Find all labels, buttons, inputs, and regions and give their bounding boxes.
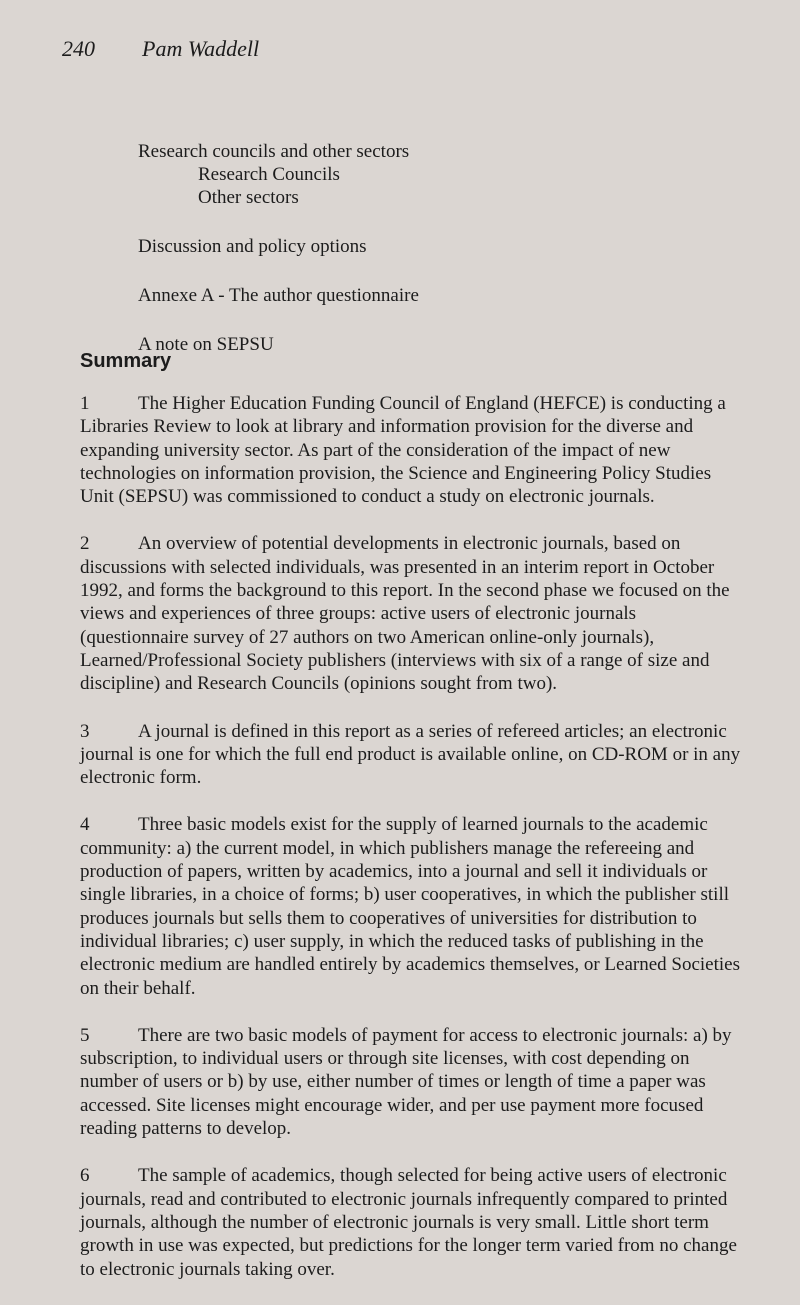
paragraph-text: A journal is defined in this report as a series of refereed articles; an electronic journal is one for which the full end product is available online, on CD-ROM or in any electronic form. xyxy=(80,720,741,789)
contents-subentry: Other sectors xyxy=(198,187,299,208)
paragraph xyxy=(80,1024,742,1140)
contents-entry: Discussion and policy options xyxy=(138,236,367,257)
paragraph-number: 4 xyxy=(80,814,90,836)
paragraph-text: The Higher Education Funding Council of England (HEFCE) is conducting a Libraries Review to look at library and information provision for the diverse and expanding university sector. As part of the consideration of the impact of new technologies on information provision, the Science and Engineering Policy Studies Unit (SEPSU) was commissioned to conduct a study on electronic journals. xyxy=(80,393,726,508)
paragraph-text: Three basic models exist for the supply of learned journals to the academic community: a) the current model, in which publishers manage the refereeing and production of papers, written by academics, into a journal and sell it individuals or single libraries, in a choice of forms; b) user cooperatives, in which the publisher still produces journals but sells them to cooperatives of universities for distribution to individual libraries; c) user supply, in which the reduced tasks of publishing in the electronic medium are handled entirely by academics themselves, or Learned Societies on their behalf. xyxy=(80,814,740,999)
contents-entry: Research councils and other sectors xyxy=(138,141,410,162)
paragraph xyxy=(80,532,742,695)
paragraph-number: 2 xyxy=(80,533,90,555)
paragraph-number: 5 xyxy=(80,1024,90,1046)
paragraph-text: The sample of academics, though selected for being active users of electronic journals, read and contributed to electronic journals infrequently compared to printed journals, although the number of electronic journals is very small. Little short term growth in use was expected, but predictions for the longer term varied from no change to electronic journals taking over. xyxy=(80,1165,737,1280)
paragraph-number: 3 xyxy=(80,720,90,742)
contents-entry: Annexe A - The author questionnaire xyxy=(138,285,419,306)
paragraph-number: 6 xyxy=(80,1165,90,1187)
summary-paragraphs xyxy=(80,392,742,1305)
paragraph-text: An overview of potential developments in electronic journals, based on discussions with selected individuals, was presented in an interim report in October 1992, and forms the background to this report. In the second phase we focused on the views and experiences of three groups: active users of electronic journals (questionnaire survey of 27 authors on two American online-only journals), Learned/Professional Society publishers (interviews with six of a range of size and discipline) and Research Councils (opinions sought from two). xyxy=(80,533,730,695)
paragraph xyxy=(80,720,742,790)
paragraph-text: There are two basic models of payment for access to electronic journals: a) by subscription, to individual users or through site licenses, with cost depending on number of users or b) by use, either number of times or length of time a paper was accessed. Site licenses might encourage wider, and per use payment more focused reading patterns to develop. xyxy=(80,1024,732,1140)
paragraph xyxy=(80,1164,742,1280)
paragraph xyxy=(80,813,742,999)
contents-list xyxy=(138,140,419,356)
running-author: Pam Waddell xyxy=(142,36,260,61)
section-heading: Summary xyxy=(80,350,172,372)
page-number: 240 xyxy=(62,36,95,61)
paragraph xyxy=(80,392,742,508)
contents-entry: A note on SEPSU xyxy=(138,334,274,355)
contents-subentry: Research Councils xyxy=(198,164,340,185)
paragraph-number: 1 xyxy=(80,393,90,414)
